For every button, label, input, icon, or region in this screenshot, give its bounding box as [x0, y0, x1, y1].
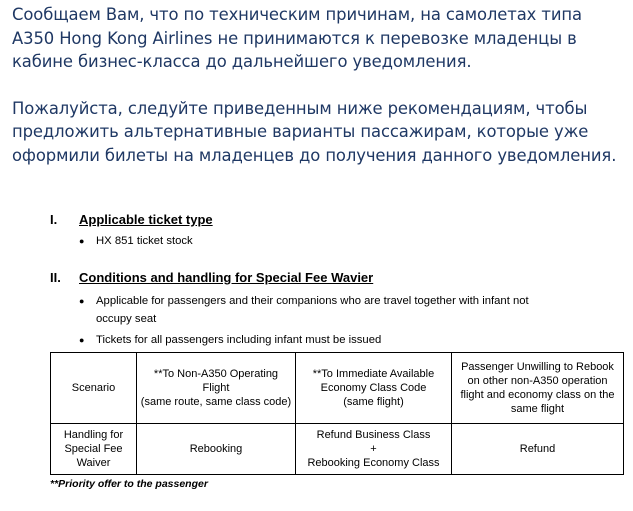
table-header-row: [51, 353, 624, 424]
bullet-icon: ●: [79, 335, 85, 345]
bullet-text: Applicable for passengers and their companions who are travel together with infant not: [96, 295, 529, 307]
section-2-title: Conditions and handling for Special Fee Wavier: [79, 270, 374, 285]
bullet-icon: ●: [79, 296, 85, 306]
header-cell-scenario: Scenario: [51, 353, 137, 424]
bullet-icon: ●: [79, 236, 85, 246]
row-cell-handling: Handling for Special Fee Waiver: [51, 424, 137, 475]
section-1-number: I.: [50, 212, 58, 227]
table-row: [51, 424, 624, 475]
header-cell-unwilling: Passenger Unwilling to Rebook on other non-A350 operation flight and economy class on the same flight: [452, 353, 624, 424]
row-cell-rebooking: Rebooking: [137, 424, 296, 475]
footnote: **Priority offer to the passenger: [50, 478, 208, 490]
header-cell-economy: **To Immediate Available Economy Class Code (same flight): [296, 353, 452, 424]
intro-paragraph-2: Пожалуйста, следуйте приведенным ниже рекомендациям, чтобы предложить альтернативные варианты пассажирам, которые уже оформили билеты на младенцев до получения данного уведомления.: [12, 98, 617, 165]
row-cell-refund: Refund: [452, 424, 624, 475]
intro-paragraph-1: Сообщаем Вам, что по техническим причинам, на самолетах типа А350 Hong Kong Airlines не принимаются к перевозке младенцы в кабине бизнес-класса до дальнейшего уведомления.: [12, 5, 582, 71]
section-1-title: Applicable ticket type: [79, 212, 213, 227]
row-cell-refund-rebook: Refund Business Class + Rebooking Economy Class: [296, 424, 452, 475]
bullet-text: Tickets for all passengers including infant must be issued: [96, 334, 382, 346]
bullet-text: HX 851 ticket stock: [96, 235, 193, 247]
bullet-text: occupy seat: [96, 313, 157, 325]
header-cell-non-a350: **To Non-A350 Operating Flight (same route, same class code): [137, 353, 296, 424]
section-2-number: II.: [50, 270, 61, 285]
conditions-table: [50, 352, 624, 475]
